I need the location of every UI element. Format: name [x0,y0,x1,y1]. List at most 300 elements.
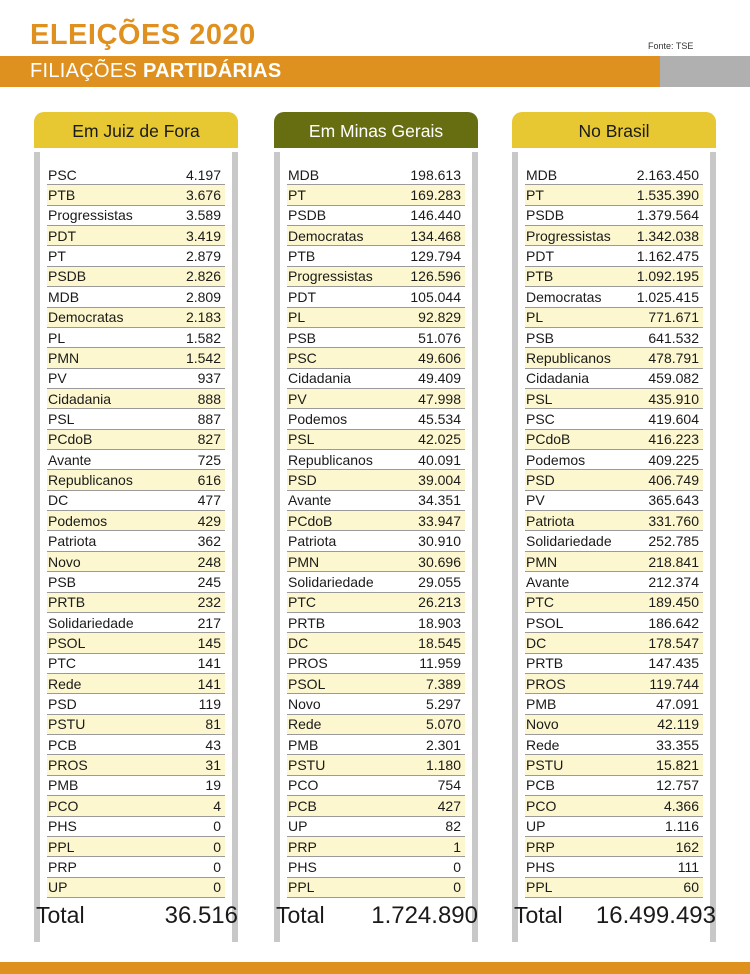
affiliation-count: 2.879 [185,248,221,265]
table-row [47,328,225,348]
party-name: PMN [48,349,80,366]
affiliation-count: 0 [213,818,221,835]
table-row [47,389,225,409]
party-name: Solidariedade [526,533,612,550]
footer-bar [0,962,750,974]
party-name: Democratas [48,309,124,326]
affiliation-count: 0 [453,858,461,875]
affiliation-count: 429 [197,512,221,529]
party-name: DC [526,634,547,651]
party-name: PCO [48,797,79,814]
affiliation-count: 49.606 [418,349,461,366]
table-row [287,715,465,735]
table-row [525,572,703,592]
table-row [287,450,465,470]
party-name: MDB [526,166,558,183]
affiliation-count: 43 [205,736,221,753]
table-row [287,430,465,450]
party-name: MDB [48,288,80,305]
party-name: PSDB [48,268,87,285]
affiliation-count: 3.419 [185,227,221,244]
table-row [525,776,703,796]
party-name: PSTU [48,716,86,733]
party-name: Cidadania [526,370,590,387]
table-row [47,735,225,755]
table-row [287,878,465,898]
column-header: Em Juiz de Fora [34,112,238,148]
party-name: PCdoB [526,431,571,448]
column-rows [525,165,703,898]
affiliation-count: 0 [453,879,461,896]
table-row [47,470,225,490]
affiliation-count: 252.785 [648,533,699,550]
affiliation-count: 134.468 [410,227,461,244]
column-rows [47,165,225,898]
party-name: MDB [288,166,320,183]
affiliation-count: 33.947 [418,512,461,529]
table-row [525,491,703,511]
party-name: PTB [526,268,554,285]
party-name: PSL [288,431,315,448]
table-row [287,328,465,348]
affiliation-count: 406.749 [648,472,699,489]
party-name: PCB [288,797,317,814]
affiliation-count: 105.044 [410,288,461,305]
affiliation-count: 771.671 [648,309,699,326]
table-row [525,287,703,307]
table-row [525,430,703,450]
party-name: PV [526,492,545,509]
party-name: PSB [526,329,555,346]
affiliation-count: 4.197 [185,166,221,183]
table-row [47,572,225,592]
table-row [47,226,225,246]
affiliation-count: 0 [213,858,221,875]
party-name: PMB [288,736,319,753]
affiliation-count: 827 [197,431,221,448]
affiliation-count: 145 [197,634,221,651]
subtitle-light: FILIAÇÕES [30,60,144,82]
table-row [287,348,465,368]
party-name: PSOL [48,634,86,651]
table-row [287,165,465,185]
affiliation-count: 33.355 [656,736,699,753]
affiliation-count: 887 [197,410,221,427]
table-row [287,593,465,613]
affiliation-count: 42.025 [418,431,461,448]
table-row [287,185,465,205]
table-row [47,308,225,328]
affiliation-count: 11.959 [419,655,461,672]
affiliation-count: 129.794 [410,248,461,265]
table-row [47,511,225,531]
table-row [525,470,703,490]
party-name: PMB [48,777,79,794]
affiliation-count: 616 [197,472,221,489]
table-row [525,593,703,613]
affiliation-count: 119.744 [649,675,699,692]
party-name: PRP [526,838,555,855]
affiliation-count: 5.297 [425,696,461,713]
affiliation-count: 1.025.415 [636,288,699,305]
party-name: PSB [288,329,317,346]
table-row [47,613,225,633]
affiliation-count: 119 [198,696,221,713]
table-row [47,837,225,857]
table-row [287,776,465,796]
party-name: Republicanos [288,451,373,468]
affiliation-count: 416.223 [648,431,699,448]
affiliation-count: 29.055 [418,573,461,590]
table-row [47,531,225,551]
table-row [287,817,465,837]
party-name: PSD [48,696,77,713]
column-minas-gerais [274,112,478,942]
table-row [525,817,703,837]
affiliation-count: 212.374 [648,573,699,590]
party-name: UP [48,879,68,896]
affiliation-count: 245 [197,573,221,590]
table-row [525,674,703,694]
affiliation-count: 0 [213,838,221,855]
column-border-left [274,152,280,942]
affiliation-count: 31 [205,757,221,774]
affiliation-count: 49.409 [418,370,461,387]
subtitle-bold: PARTIDÁRIAS [143,60,282,82]
affiliation-count: 2.301 [425,736,461,753]
total-label: Total [514,902,563,928]
table-row [287,246,465,266]
table-row [47,817,225,837]
party-name: UP [288,818,308,835]
party-name: PSB [48,573,77,590]
table-row [287,491,465,511]
table-row [47,165,225,185]
affiliation-count: 641.532 [648,329,699,346]
party-name: Republicanos [48,472,133,489]
table-row [525,715,703,735]
table-row [47,246,225,266]
affiliation-count: 1.542 [185,349,221,366]
total-label: Total [36,902,85,928]
party-name: Democratas [288,227,364,244]
affiliation-count: 888 [197,390,221,407]
table-row [525,328,703,348]
party-name: PPL [48,838,75,855]
affiliation-count: 18.903 [418,614,461,631]
table-row [525,369,703,389]
table-row [525,185,703,205]
party-name: Podemos [48,512,108,529]
party-name: Rede [288,716,322,733]
table-row [47,776,225,796]
party-name: PRP [48,858,77,875]
table-row [287,572,465,592]
table-row [525,552,703,572]
table-row [47,267,225,287]
affiliation-count: 141 [197,655,221,672]
party-name: PMB [526,696,557,713]
party-name: PV [288,390,307,407]
party-name: Podemos [526,451,586,468]
affiliation-count: 937 [197,370,221,387]
table-row [47,674,225,694]
affiliation-count: 427 [437,797,461,814]
table-row [525,531,703,551]
affiliation-count: 34.351 [418,492,461,509]
party-name: PSC [526,410,555,427]
party-name: PL [288,309,306,326]
table-row [287,369,465,389]
affiliation-count: 365.643 [648,492,699,509]
affiliation-count: 45.534 [418,410,461,427]
affiliation-count: 12.757 [656,777,699,794]
table-row [47,654,225,674]
party-name: PSTU [526,757,564,774]
party-name: PRTB [526,655,564,672]
affiliation-count: 18.545 [418,634,461,651]
party-name: Patriota [526,512,575,529]
table-row [525,613,703,633]
party-name: PHS [288,858,317,875]
table-row [525,389,703,409]
party-name: PSDB [526,207,565,224]
table-row [287,389,465,409]
party-name: PSL [526,390,553,407]
affiliation-count: 186.642 [648,614,699,631]
table-row [525,409,703,429]
party-name: PTC [526,594,554,611]
party-name: PTC [288,594,316,611]
affiliation-count: 3.676 [185,187,221,204]
table-row [525,267,703,287]
affiliation-count: 725 [197,451,221,468]
table-row [47,369,225,389]
affiliation-count: 2.809 [185,288,221,305]
party-name: Cidadania [48,390,112,407]
affiliation-count: 459.082 [648,370,699,387]
page-title: ELEIÇÕES 2020 [30,19,256,51]
table-row [287,409,465,429]
party-name: PSTU [288,757,326,774]
party-name: PSD [288,472,317,489]
table-row [525,755,703,775]
party-name: PCO [288,777,319,794]
affiliation-count: 1.582 [185,329,221,346]
source-note: Fonte: TSE [648,41,694,51]
table-row [287,511,465,531]
table-row [287,531,465,551]
table-row [525,206,703,226]
affiliation-count: 141 [197,675,221,692]
affiliation-count: 1.342.038 [636,227,699,244]
table-row [525,450,703,470]
party-name: Progressistas [288,268,373,285]
party-name: Novo [288,696,321,713]
party-name: Podemos [288,410,348,427]
table-row [287,837,465,857]
party-name: PTC [48,655,76,672]
affiliation-count: 4.366 [663,797,699,814]
table-row [287,226,465,246]
affiliation-count: 1 [453,838,461,855]
affiliation-count: 1.116 [665,818,699,835]
table-row [287,735,465,755]
table-row [47,206,225,226]
column-brasil [512,112,716,942]
table-row [47,552,225,572]
affiliation-count: 2.826 [185,268,221,285]
affiliation-count: 2.163.450 [636,166,699,183]
table-row [47,409,225,429]
affiliation-count: 1.535.390 [636,187,699,204]
table-row [525,246,703,266]
party-name: PDT [48,227,76,244]
party-name: Rede [526,736,560,753]
party-name: Avante [48,451,92,468]
affiliation-count: 248 [197,553,221,570]
table-row [47,450,225,470]
table-row [525,511,703,531]
table-row [287,755,465,775]
affiliation-count: 40.091 [418,451,461,468]
affiliation-count: 126.596 [410,268,461,285]
affiliation-count: 169.283 [410,187,461,204]
party-name: Solidariedade [48,614,134,631]
banner-gray-accent [660,56,750,87]
table-row [47,694,225,714]
table-row [525,857,703,877]
affiliation-count: 217 [197,614,221,631]
affiliation-count: 362 [197,533,221,550]
party-name: PCdoB [288,512,333,529]
affiliation-count: 477 [197,492,221,509]
party-name: PSDB [288,207,327,224]
party-name: Republicanos [526,349,611,366]
party-name: Patriota [288,533,337,550]
party-name: Progressistas [526,227,611,244]
column-total [512,902,716,930]
affiliation-count: 1.379.564 [636,207,699,224]
affiliation-count: 0 [213,879,221,896]
column-border-right [232,152,238,942]
party-name: PHS [48,818,77,835]
affiliation-count: 82 [445,818,461,835]
affiliation-count: 39.004 [418,472,461,489]
affiliation-count: 189.450 [648,594,699,611]
party-name: Solidariedade [288,573,374,590]
affiliation-count: 42.119 [657,716,699,733]
table-row [47,857,225,877]
party-name: PSC [288,349,317,366]
affiliation-count: 162 [675,838,699,855]
party-name: Avante [288,492,332,509]
table-row [47,633,225,653]
table-row [287,267,465,287]
table-row [287,206,465,226]
affiliation-count: 147.435 [648,655,699,672]
affiliation-count: 1.162.475 [636,248,699,265]
table-row [525,878,703,898]
affiliation-count: 26.213 [418,594,461,611]
affiliation-count: 30.696 [418,553,461,570]
party-name: PT [48,248,66,265]
table-row [287,552,465,572]
party-name: PSOL [526,614,564,631]
party-name: Novo [526,716,559,733]
affiliation-count: 1.180 [425,757,461,774]
affiliation-count: 51.076 [418,329,461,346]
party-name: PT [288,187,306,204]
party-name: Avante [526,573,570,590]
table-row [525,308,703,328]
table-row [525,837,703,857]
party-name: PSD [526,472,555,489]
affiliation-count: 331.760 [648,512,699,529]
party-name: DC [288,634,309,651]
table-row [47,348,225,368]
column-header: No Brasil [512,112,716,148]
affiliation-count: 218.841 [648,553,699,570]
party-name: Democratas [526,288,602,305]
party-name: PL [48,329,66,346]
column-rows [287,165,465,898]
column-border-left [34,152,40,942]
affiliation-count: 1.092.195 [636,268,699,285]
table-row [287,674,465,694]
party-name: Progressistas [48,207,133,224]
affiliation-count: 19 [205,777,221,794]
party-name: PCO [526,797,557,814]
affiliation-count: 435.910 [648,390,699,407]
page-subtitle [30,60,282,83]
party-name: PSC [48,166,77,183]
party-name: PDT [288,288,316,305]
column-total [34,902,238,930]
total-value: 16.499.493 [595,902,716,929]
affiliation-count: 4 [213,797,221,814]
party-name: PMN [288,553,320,570]
table-row [525,735,703,755]
party-name: PROS [48,757,88,774]
table-row [47,878,225,898]
column-total [274,902,478,930]
table-row [525,633,703,653]
party-name: Cidadania [288,370,352,387]
column-header: Em Minas Gerais [274,112,478,148]
affiliation-count: 7.389 [425,675,461,692]
total-value: 1.724.890 [371,902,478,929]
table-row [287,633,465,653]
party-name: PV [48,370,67,387]
party-name: PRP [288,838,317,855]
party-name: DC [48,492,69,509]
affiliation-count: 198.613 [410,166,461,183]
table-row [525,796,703,816]
affiliation-count: 47.998 [418,390,461,407]
affiliation-count: 5.070 [425,716,461,733]
party-name: UP [526,818,546,835]
party-name: PPL [526,879,553,896]
party-name: PPL [288,879,315,896]
table-row [287,613,465,633]
table-row [47,715,225,735]
party-name: PHS [526,858,555,875]
table-row [47,755,225,775]
affiliation-count: 146.440 [410,207,461,224]
party-name: PT [526,187,544,204]
column-border-right [710,152,716,942]
